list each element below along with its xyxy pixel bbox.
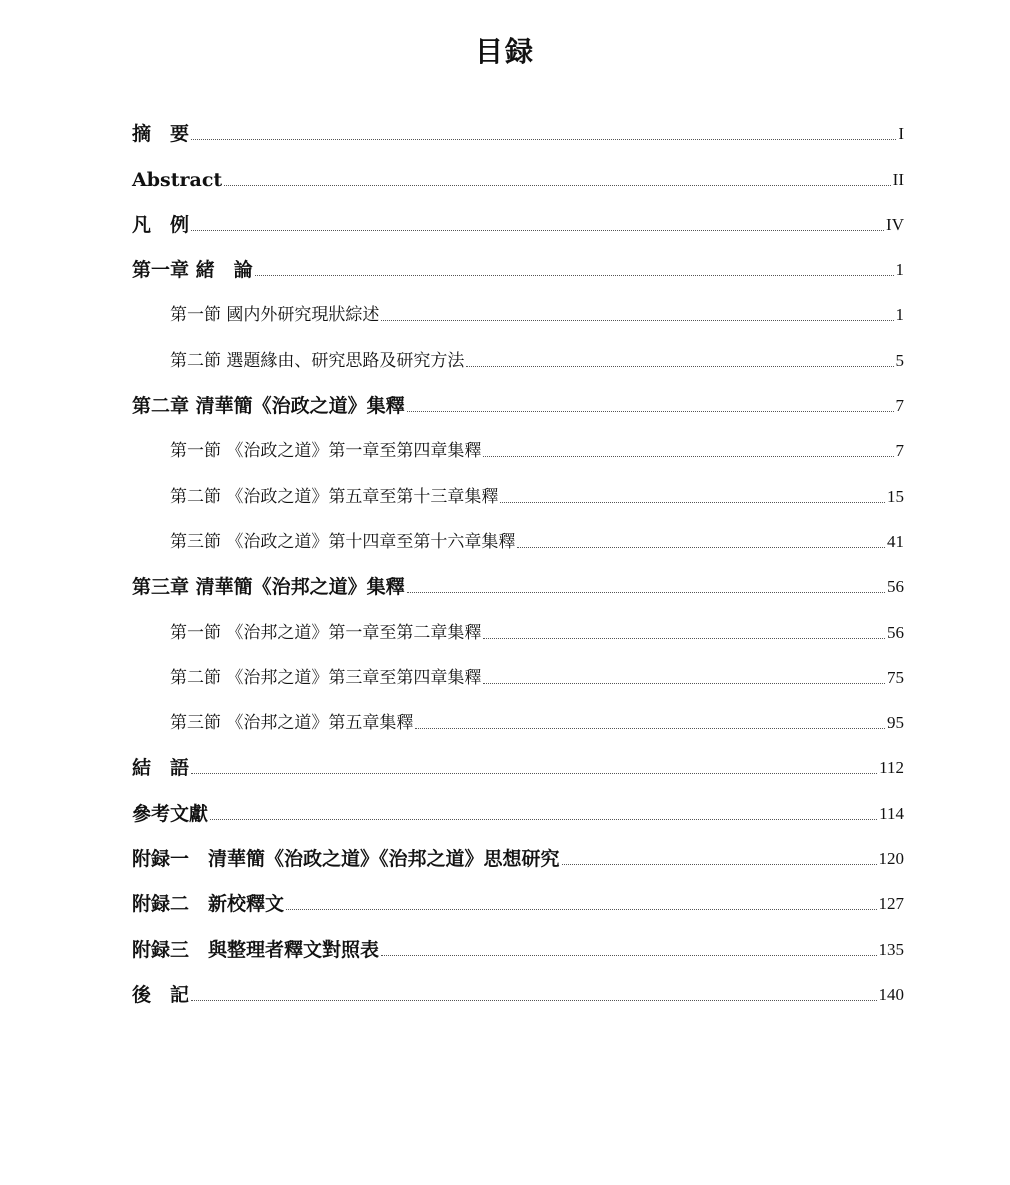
toc-leader-dots [407,592,885,593]
toc-entry [132,656,904,701]
toc-leader-dots [381,320,893,321]
toc-leader-dots [415,728,885,729]
toc-entry-label: 第一節 《治政之道》第一章至第四章集釋 [170,441,482,462]
toc-entry [132,112,904,157]
toc-entry [132,384,904,429]
toc-leader-dots [224,185,891,186]
toc-entry-page: 114 [879,803,904,823]
toc-entry [132,429,904,474]
toc-entry-page: I [898,124,904,144]
toc-entry-page: 95 [887,713,904,733]
toc-entry-page: 140 [878,984,904,1004]
toc-leader-dots [483,638,885,639]
toc-leader-dots [407,411,894,412]
toc-entry [132,157,904,202]
toc-leader-dots [483,683,885,684]
toc-entry-label: 第二章 清華簡《治政之道》集釋 [132,395,405,418]
toc-leader-dots [483,456,893,457]
toc-entry [132,338,904,383]
toc-entry-page: 5 [895,350,904,370]
toc-entry-label: 第三節 《治政之道》第十四章至第十六章集釋 [170,531,516,552]
toc-entry [132,837,904,882]
toc-leader-dots [517,547,885,548]
toc-entry [132,565,904,610]
toc-leader-dots [500,502,885,503]
toc-entry-page: 127 [878,894,904,914]
toc-entry-page: 1 [895,260,904,280]
toc-entry [132,203,904,248]
toc-entry [132,293,904,338]
table-of-contents [132,112,904,1018]
toc-entry-page: 41 [887,531,904,551]
toc-leader-dots [191,230,884,231]
toc-entry-label: Abstract [132,168,223,191]
toc-entry [132,927,904,972]
toc-entry [132,973,904,1018]
toc-entry [132,701,904,746]
toc-entry [132,791,904,836]
toc-entry-page: 7 [895,396,904,416]
toc-leader-dots [286,909,876,910]
toc-entry-label: 第二節 《治邦之道》第三章至第四章集釋 [170,667,482,688]
toc-entry-page: 56 [887,622,904,642]
toc-entry-page: 56 [887,577,904,597]
toc-entry-label: 第一節 國内外研究現狀綜述 [170,305,380,326]
toc-entry-label: 凡 例 [132,213,190,236]
toc-entry-label: 附録三 與整理者釋文對照表 [132,938,380,961]
toc-entry-page: 7 [895,441,904,461]
toc-leader-dots [381,955,876,956]
toc-entry-page: 1 [895,305,904,325]
toc-entry-label: 附録二 新校釋文 [132,893,285,916]
toc-leader-dots [562,864,877,865]
toc-entry-label: 第二節 《治政之道》第五章至第十三章集釋 [170,486,499,507]
toc-entry-label: 第二節 選題緣由、研究思路及研究方法 [170,350,465,371]
toc-entry-label: 結 語 [132,757,190,780]
toc-entry [132,746,904,791]
toc-entry-label: 第三章 清華簡《治邦之道》集釋 [132,576,405,599]
toc-entry [132,610,904,655]
page-title: 目録 [474,35,535,68]
toc-entry-page: 120 [878,849,904,869]
toc-entry-label: 第一節 《治邦之道》第一章至第二章集釋 [170,622,482,643]
toc-entry-label: 參考文獻 [132,802,209,825]
toc-leader-dots [210,819,877,820]
toc-entry-page: 75 [887,667,904,687]
toc-entry [132,520,904,565]
toc-entry-label: 第三節 《治邦之道》第五章集釋 [170,713,414,734]
toc-leader-dots [255,275,894,276]
toc-entry-label: 第一章 緒 論 [132,259,253,282]
toc-entry-page: 112 [879,758,904,778]
toc-entry-page: 15 [887,486,904,506]
toc-entry-label: 附録一 清華簡《治政之道》《治邦之道》思想研究 [132,848,560,871]
toc-entry-label: 後 記 [132,983,190,1006]
toc-entry [132,474,904,519]
toc-entry-label: 摘 要 [132,123,190,146]
toc-entry-page: II [892,169,904,189]
toc-entry-page: IV [886,214,904,234]
toc-leader-dots [191,773,877,774]
toc-leader-dots [191,1000,876,1001]
toc-entry [132,248,904,293]
toc-entry [132,882,904,927]
toc-leader-dots [191,139,896,140]
toc-entry-page: 135 [878,939,904,959]
toc-leader-dots [466,366,893,367]
